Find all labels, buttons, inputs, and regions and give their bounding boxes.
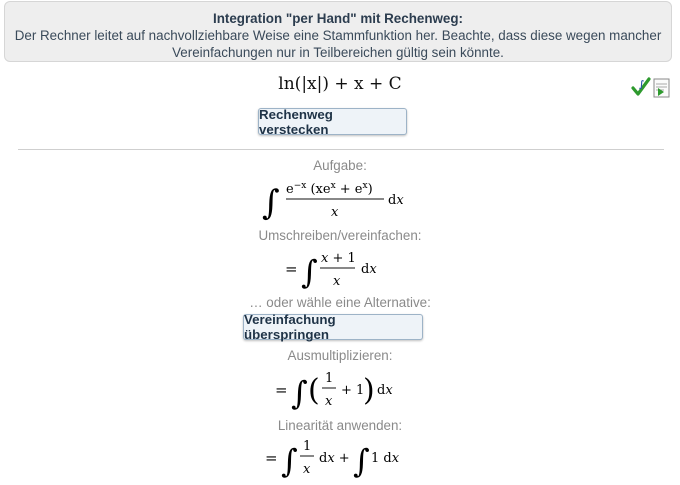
svg-text:x: x (333, 274, 341, 289)
notice-line-1: Der Rechner leitet auf nachvollziehbare Weise eine Stammfunktion her. Beachte, dass diese wegen mancher (14, 28, 662, 43)
formula-linearity (0, 436, 680, 485)
svg-text:): ) (363, 373, 375, 408)
step-label-task: Aufgabe: (313, 158, 367, 173)
svg-text:1: 1 (325, 371, 334, 386)
formula-expand (0, 366, 680, 417)
check-icon[interactable] (633, 79, 649, 94)
info-notice (4, 1, 672, 62)
svg-text:=: = (265, 449, 278, 467)
svg-text:(: ( (308, 373, 320, 408)
svg-text:1: 1 (303, 439, 312, 454)
document-icon[interactable] (654, 79, 669, 97)
svg-text:dx: dx (377, 383, 393, 398)
svg-text:=: = (275, 381, 288, 399)
svg-text:∫: ∫ (639, 80, 645, 90)
svg-text:dx +: dx + (319, 451, 350, 466)
svg-text:x: x (325, 394, 333, 409)
svg-text:x + 1: x + 1 (321, 251, 356, 266)
svg-text:=: = (285, 260, 298, 278)
svg-text:x: x (303, 462, 311, 477)
toggle-steps-button[interactable]: Rechenweg verstecken (258, 108, 407, 135)
skip-simplification-button[interactable]: Vereinfachung überspringen (243, 314, 423, 340)
svg-text:1 dx: 1 dx (371, 451, 400, 466)
svg-text:dx: dx (388, 193, 404, 208)
formula-task (0, 176, 680, 229)
step-label-expand: Ausmultiplizieren: (287, 348, 393, 363)
formula-rewrite (0, 247, 680, 296)
result-actions (631, 76, 673, 98)
svg-text:∫: ∫ (281, 442, 298, 480)
svg-text:e−x (xex + ex): $e^{-x}$ $(xe^x + e^x)$ (286, 181, 373, 197)
svg-text:+ 1: + 1 (341, 383, 365, 398)
svg-text:x: x (331, 205, 339, 220)
svg-text:∫: ∫ (353, 442, 370, 480)
step-label-linearity: Linearität anwenden: (277, 418, 403, 433)
result-expression-text: ln(|x|) + x + C (278, 74, 402, 94)
step-label-alternative: … oder wähle eine Alternative: (249, 295, 431, 310)
notice-line-2: Vereinfachungen nur in Teilbereichen gültig sein könnte. (172, 45, 504, 60)
svg-text:dx: dx (361, 262, 377, 277)
svg-text:∫: ∫ (291, 374, 308, 412)
result-expression (0, 74, 680, 94)
step-label-rewrite: Umschreiben/vereinfachen: (258, 228, 422, 243)
divider (18, 149, 664, 150)
svg-text:∫: ∫ (301, 253, 318, 291)
svg-text:∫: ∫ (262, 183, 280, 223)
notice-title: Integration "per Hand" mit Rechenweg: (212, 11, 464, 26)
